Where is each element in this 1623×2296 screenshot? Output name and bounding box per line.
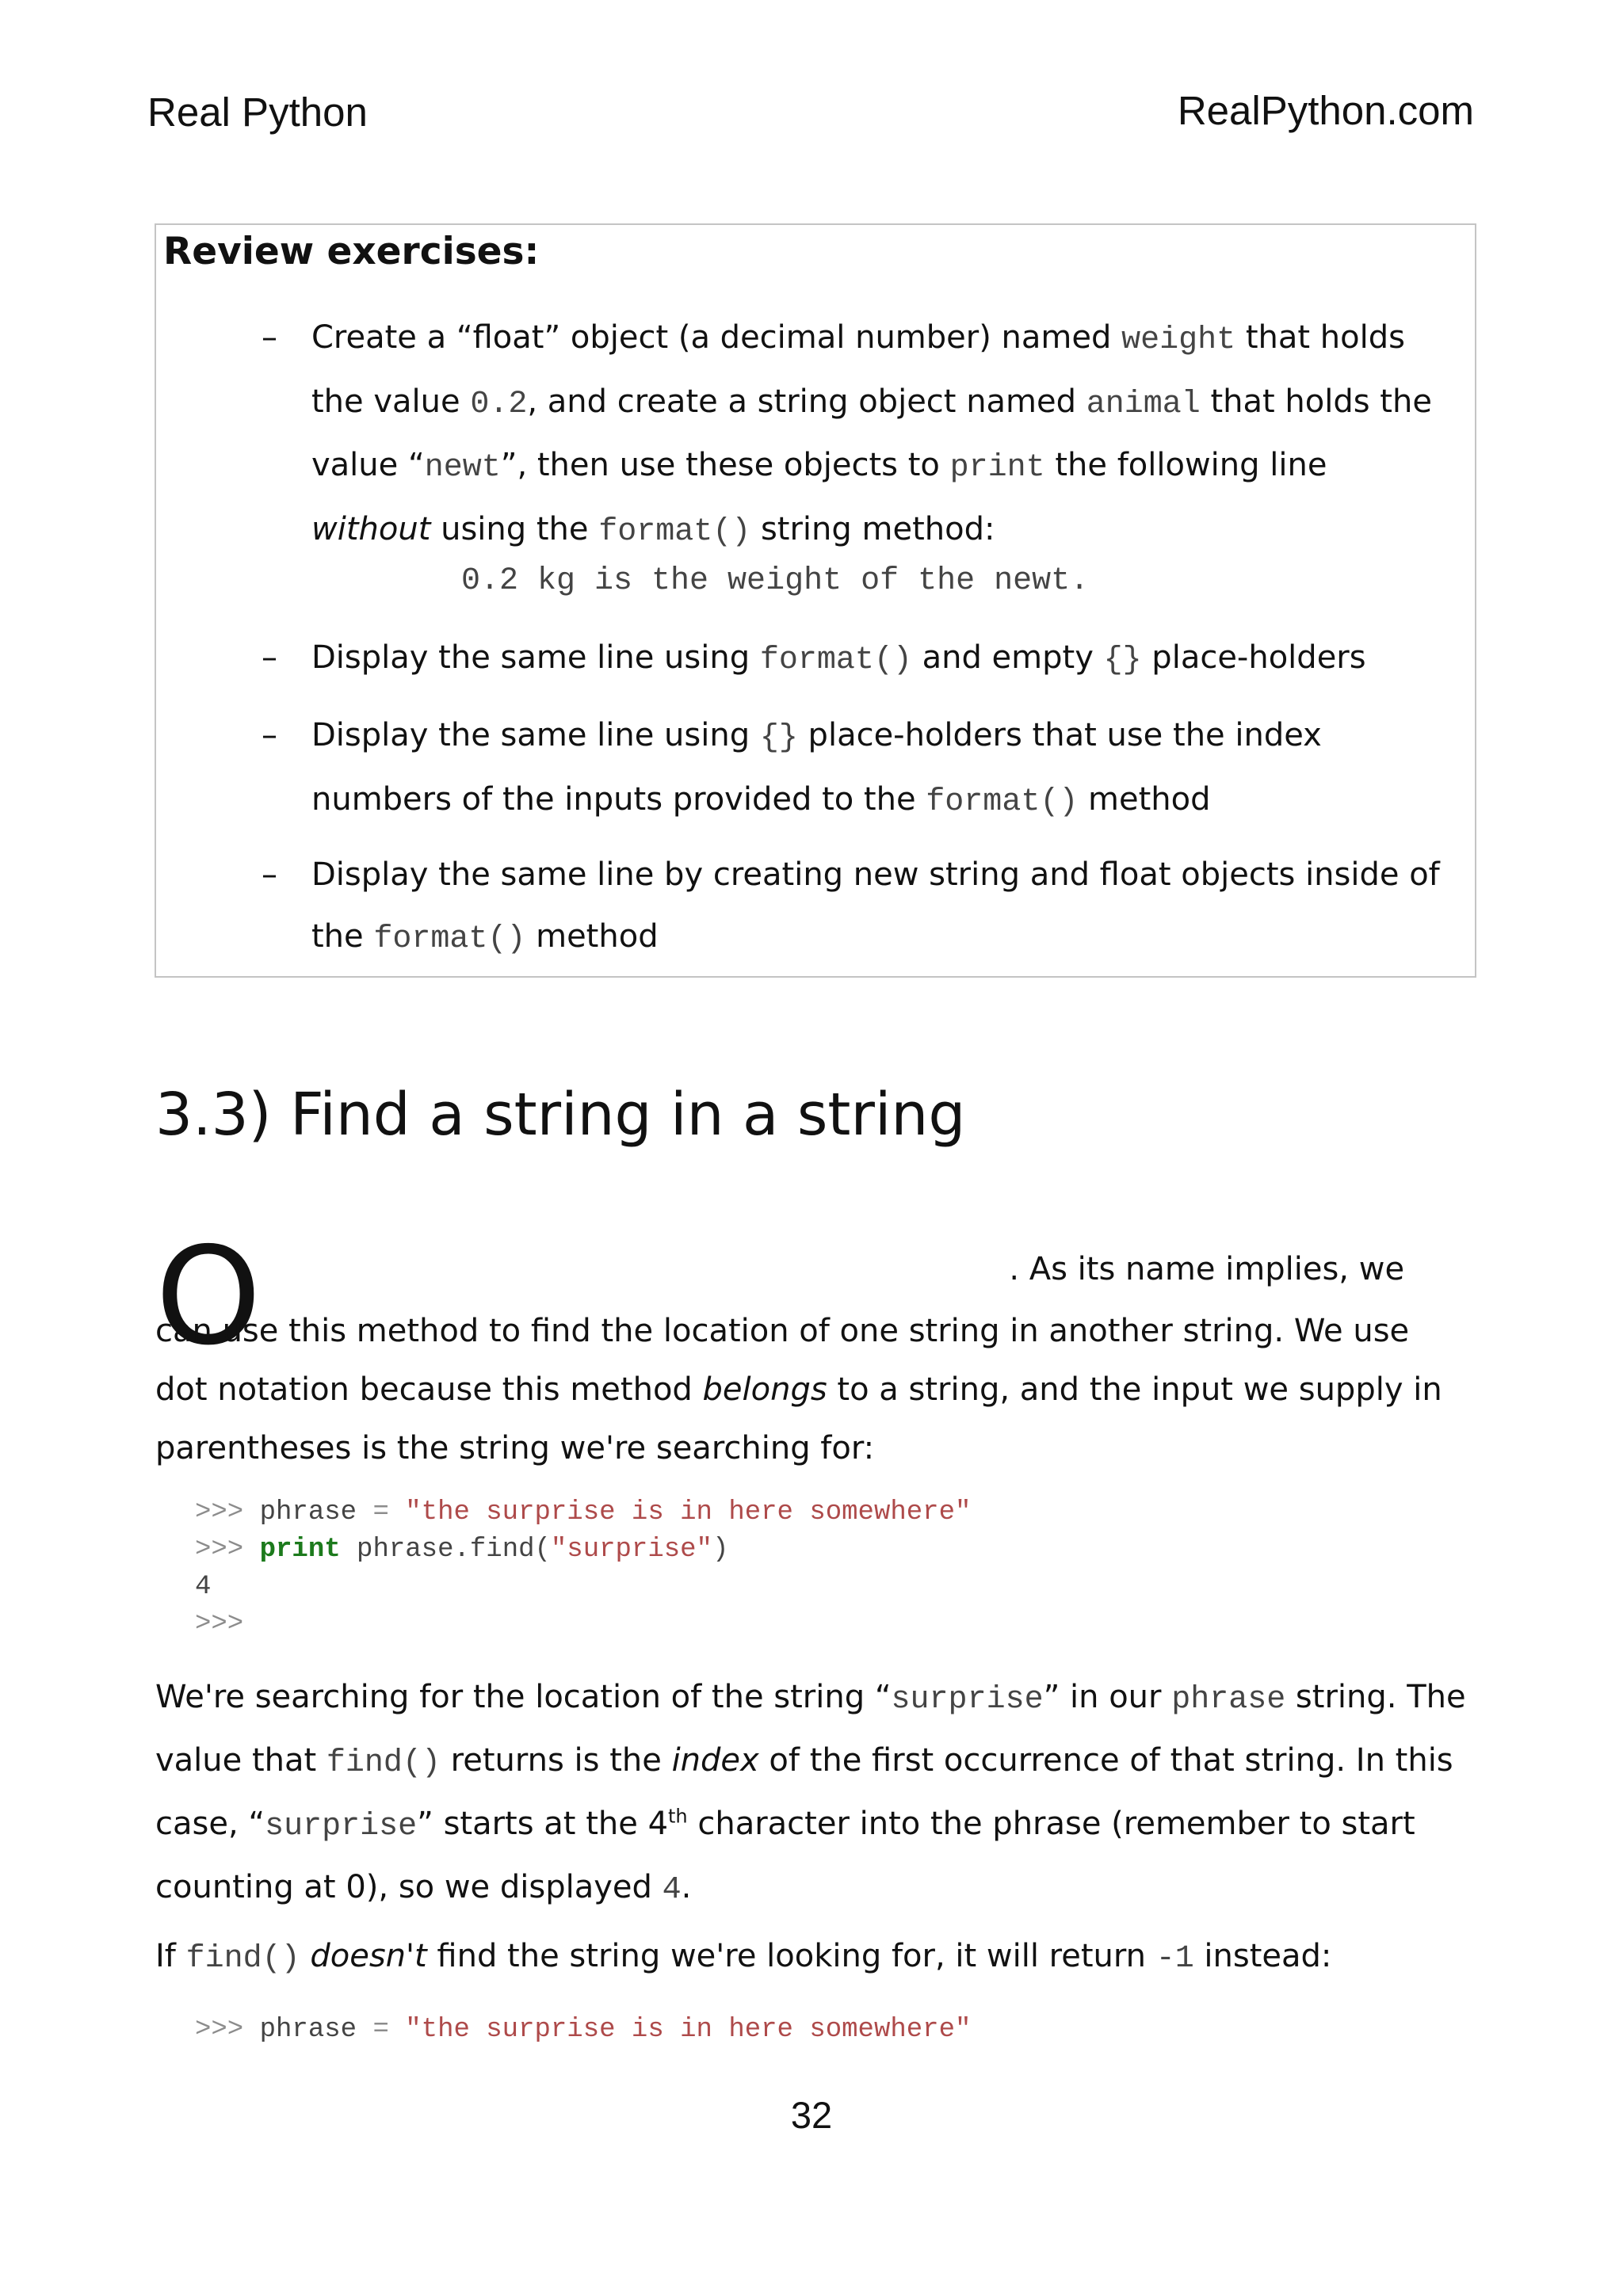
- section-heading: 3.3) Find a string in a string: [155, 1081, 966, 1149]
- inline-code: animal: [1086, 386, 1201, 422]
- exercise-1: Create a “float” object (a decimal number) named weight that holds the value 0.2, and create a string object named animal that holds the value “newt”, then use these objects to print the following line without using the format() string method:: [311, 319, 1432, 550]
- inline-code: find(): [326, 1745, 441, 1781]
- inline-code: -1: [1155, 1941, 1194, 1977]
- running-header-right: RealPython.com: [1177, 88, 1474, 133]
- inline-code: 4: [662, 1872, 682, 1908]
- inline-code: {}: [759, 720, 798, 756]
- inline-code: format(): [926, 784, 1079, 820]
- inline-code: format(): [759, 643, 912, 678]
- code-block-find: >>> phrase = "the surprise is in here somewhere" >>> print phrase.find("surprise") 4 >>>: [195, 1497, 972, 1639]
- exercise-3: Display the same line using {} place-holders that use the index numbers of the inputs provided to the format() method: [311, 717, 1322, 820]
- example-output-line: 0.2 kg is the weight of the newt.: [461, 563, 1090, 599]
- exercise-4: Display the same line by creating new string and float objects inside of the format() method: [311, 856, 1440, 957]
- code-block-phrase: >>> phrase = "the surprise is in here somewhere": [195, 2015, 972, 2045]
- inline-code: print: [949, 450, 1045, 486]
- page-number: 32: [790, 2094, 833, 2136]
- inline-code: newt: [424, 450, 501, 486]
- inline-code: format(): [598, 513, 751, 550]
- paragraph-explanation: We're searching for the location of the string “surprise” in our phrase string. The value that find() returns is the index of the first occurrence of that string. In this case, “surprise” starts at the 4th character into the phrase (remember to start counting at 0), so we displayed 4.: [155, 1679, 1466, 1908]
- list-bullet: –: [262, 717, 277, 753]
- inline-code: {}: [1103, 643, 1142, 678]
- inline-code: format(): [373, 921, 526, 957]
- inline-code: weight: [1121, 322, 1236, 358]
- drop-cap: O: [155, 1219, 262, 1375]
- exercise-2: Display the same line using format() and empty {} place-holders: [311, 639, 1366, 678]
- inline-code: find(): [185, 1941, 300, 1977]
- running-header-left: Real Python: [147, 90, 368, 135]
- inline-code: phrase: [1171, 1682, 1286, 1718]
- list-bullet: –: [262, 856, 277, 893]
- list-bullet: –: [262, 319, 277, 356]
- paragraph-intro: . As its name implies, we can use this method to find the location of one string in another string. We use dot notation because this method belongs to a string, and the input we supply in parentheses is the string we're searching for:: [155, 1251, 1442, 1466]
- inline-code: surprise: [265, 1809, 418, 1844]
- inline-code: surprise: [891, 1682, 1044, 1718]
- inline-code: 0.2: [470, 386, 528, 422]
- review-exercises-title: Review exercises:: [163, 230, 540, 273]
- paragraph-not-found: If find() doesn't find the string we're looking for, it will return -1 instead:: [155, 1938, 1332, 1977]
- list-bullet: –: [262, 639, 277, 676]
